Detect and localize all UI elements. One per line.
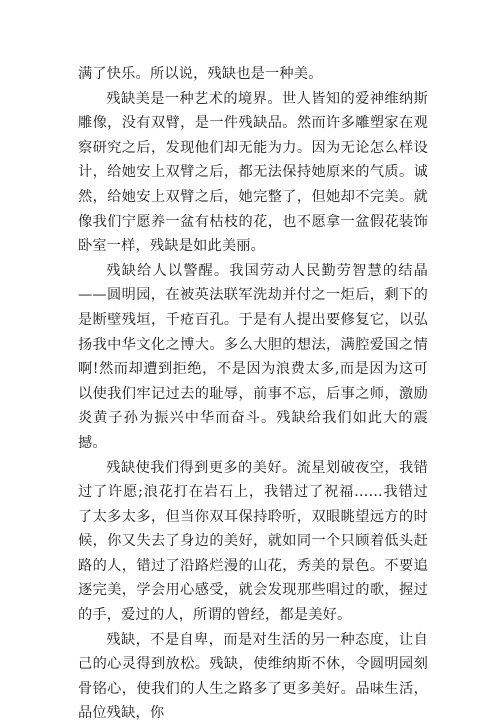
paragraph-continuation: 满了快乐。所以说，残缺也是一种美。 <box>78 66 323 82</box>
paragraph-attitude: 残缺，不是自卑，而是对生活的另一种态度，让自己的心灵得到放松。残缺，使维纳斯不休，令圆明园刻骨铭心，使我们的人生之路多了更多美好。品味生活，品位残缺，你 <box>78 631 428 722</box>
essay-body <box>78 62 428 726</box>
paragraph-warning: 残缺给人以警醒。我国劳动人民勤劳智慧的结晶——圆明园，在被英法联军洗劫并付之一炬后，剩下的是断壁残垣，千疮百孔。于是有人提出要修复它，以弘扬我中华文化之博大。多么大胆的想法，满腔爱国之情啊!然而却遭到拒绝，不是因为浪费太多,而是因为这可以使我们牢记过去的耻辱，前事不忘，后事之师，激励炎黄子孙为振兴中华而奋斗。残缺给我们如此大的震撼。 <box>78 262 428 451</box>
paragraph-art-of-imperfection: 残缺美是一种艺术的境界。世人皆知的爱神维纳斯雕像，没有双臂，是一件残缺品。然而许多雕塑家在观察研究之后，发现他们却无能为力。因为无论怎么样设计，给她安上双臂之后，都无法保持她原来的气质。诚然，给她安上双臂之后，她完整了，但她却不完美。就像我们宁愿养一盆有枯枝的花，也不愿拿一盆假花装饰卧室一样，残缺是如此美丽。 <box>78 90 428 255</box>
paragraph-more-beauty: 残缺使我们得到更多的美好。流星划破夜空，我错过了许愿;浪花打在岩石上，我错过了祝福……我错过了太多太多，但当你双耳保持聆听，双眼眺望远方的时候，你又失去了身边的美好，就如同一个只顾着低头赶路的人，错过了沿路烂漫的山花，秀美的景色。不要追逐完美，学会用心感受，就会发现那些唱过的歌，握过的手，爱过的人，所谓的曾经，都是美好。 <box>78 459 428 624</box>
